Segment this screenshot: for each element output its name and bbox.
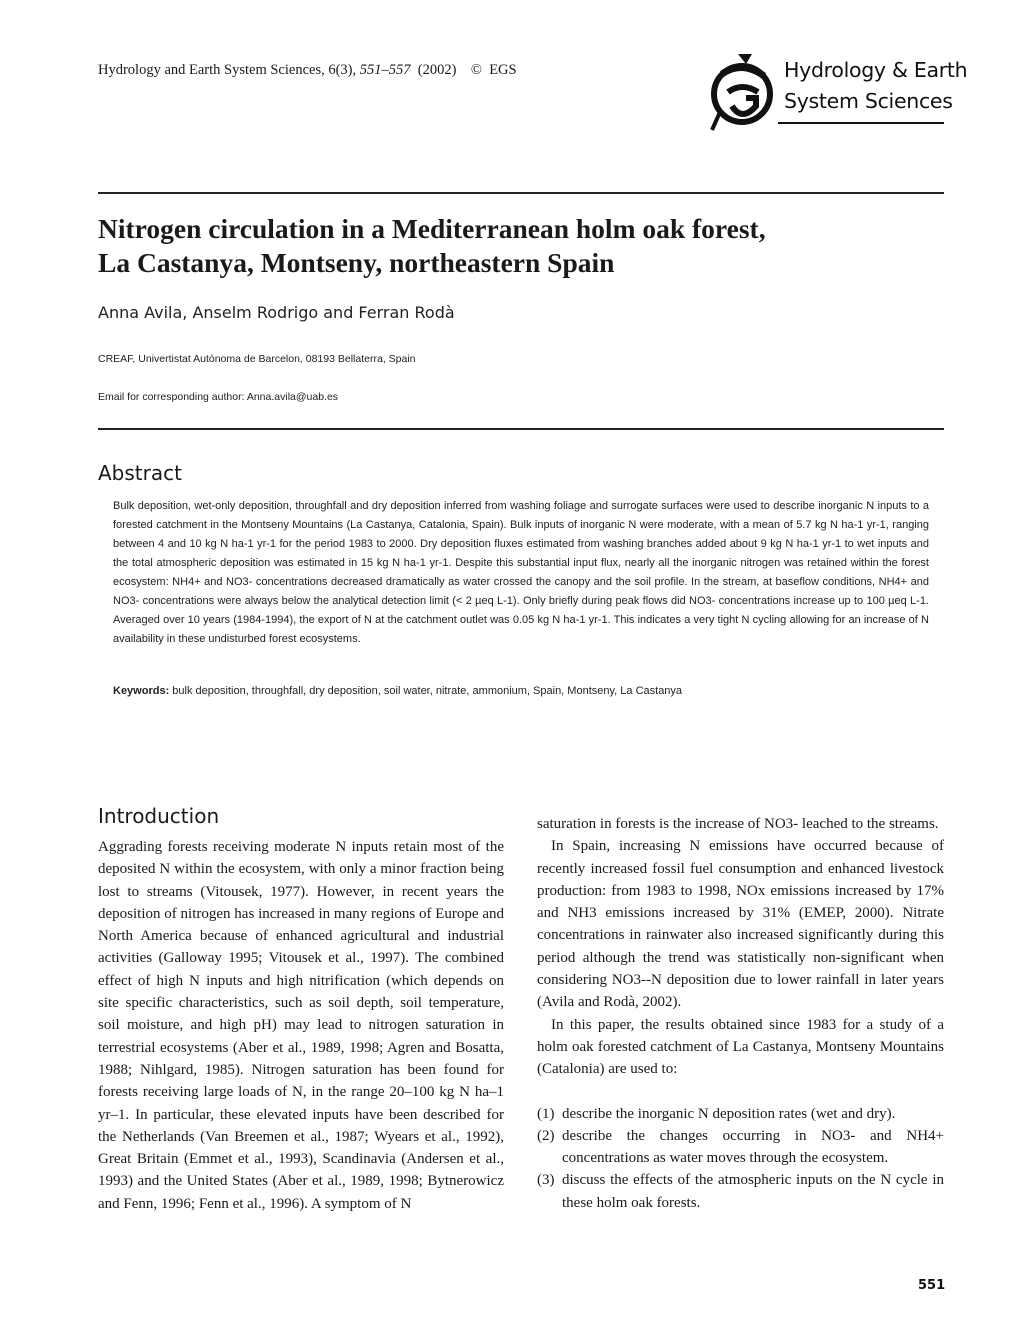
abstract-heading: Abstract (98, 461, 182, 485)
keywords-label: Keywords: (113, 685, 170, 697)
intro-paragraph-3: In this paper, the results obtained since 1983 for a study of a holm oak forested catchment of La Castanya, Montseny Mountains (Catalonia) are used to: (537, 1016, 944, 1078)
logo-line2: System Sciences (784, 89, 953, 113)
logo-line1: Hydrology & Earth (784, 58, 968, 82)
citation-suffix: (2002) © EGS (410, 62, 517, 78)
list-item-number: (1) (537, 1105, 555, 1122)
page-number: 551 (918, 1278, 946, 1293)
keywords (113, 685, 682, 697)
citation-pages: 551–557 (359, 62, 411, 78)
list-item-text: describe the inorganic N deposition rates (wet and dry). (562, 1105, 896, 1122)
logo-underline (778, 122, 944, 124)
top-rule (98, 192, 944, 194)
intro-paragraph-2: In Spain, increasing N emissions have occurred because of recently increased fossil fuel consumption and enhanced livestock production: from 1983 to 1998, NOx emissions increased by 17% and NH3 emissions increased by 31% (EMEP, 2000). Nitrate concentrations in rainwater also increased significantly during this period although the trend was statistically non-significant when considering NO3--N deposition due to lower rainfall in later years (Avila and Rodà, 2002). (537, 838, 944, 1011)
intro-paragraph-continued: saturation in forests is the increase of NO3- leached to the streams. (537, 816, 939, 832)
intro-paragraph-1: Aggrading forests receiving moderate N inputs retain most of the deposited N within the ecosystem, with only a minor fraction being lost to streams (Vitousek, 1977). However, in recent years the deposition of nitrogen has increased in many regions of Europe and North America because of enhanced agricultural and industrial activities (Galloway 1995; Vitousek et al., 1997). The combined effect of high N inputs and high nitrification (which depends on site specific characteristics, such as soil depth, soil temperature, soil moisture, and high pH) may lead to nitrogen saturation in terrestrial ecosystems (Aber et al., 1989, 1998; Agren and Bosatta, 1988; Nihlgard, 1985). Nitrogen saturation has been found for forests receiving large loads of N, in the range 20–100 kg N ha–1 yr–1. In particular, these elevated inputs have been described for the Netherlands (Van Breemen et al., 1987; Wyears et al., 1992), Great Britain (Emmet et al., 1993), Scandinavia (Andersen et al., 1993) and the United States (Aber et al., 1989, 1998; Bytnerowicz and Fenn, 1996; Fenn et al., 1996). A symptom of N (98, 839, 504, 1212)
journal-citation (98, 62, 517, 79)
corresponding-email: Email for corresponding author: Anna.avila@uab.es (98, 391, 339, 403)
abstract-text: Bulk deposition, wet-only deposition, throughfall and dry deposition inferred from washing foliage and surrogate surfaces were used to describe inorganic N inputs to a forested catchment in the Montseny Mountains (La Castanya, Catalonia, Spain). Bulk inputs of inorganic N were moderate, with a mean of 5.7 kg N ha-1 yr-1, ranging between 4 and 10 kg N ha-1 yr-1 for the period 1983 to 2000. Dry deposition fluxes estimated from washing branches added about 9 kg N ha-1 yr-1 to wet inputs and the total atmospheric deposition was estimated in 15 kg N ha-1 yr-1. Despite this substantial input flux, nearly all the inorganic nitrogen was retained within the forest ecosystem: NH4+ and NO3- concentrations decreased dramatically as water crossed the canopy and the soil profile. In the stream, at baseflow conditions, NH4+ and NO3- concentrations were always below the analytical detection limit (< 2 µeq L-1). Only briefly during peak flows did NO3- concentrations increase up to 100 µeq L-1. Averaged over 10 years (1984-1994), the export of N at the catchment outlet was 0.05 kg N ha-1 yr-1. This indicates a very tight N cycling allowing for an increase of N availability in these undisturbed forest ecosystems. (113, 500, 929, 645)
list-item (537, 1125, 944, 1170)
keywords-list: bulk deposition, throughfall, dry deposition, soil water, nitrate, ammonium, Spain, Montseny, La Castanya (169, 685, 683, 697)
title-line-1: Nitrogen circulation in a Mediterranean holm oak forest, (98, 213, 766, 244)
list-item-text: discuss the effects of the atmospheric inputs on the N cycle in these holm oak forests. (562, 1172, 944, 1211)
list-item (537, 1169, 944, 1214)
list-item-number: (3) (537, 1172, 555, 1189)
objectives-list (537, 1103, 944, 1214)
list-item-text: describe the changes occurring in NO3- and NH4+ concentrations as water moves through the ecosystem. (562, 1127, 944, 1167)
list-item-number: (2) (537, 1127, 555, 1144)
right-column (537, 813, 944, 1214)
title-line-2: La Castanya, Montseny, northeastern Spain (98, 247, 615, 278)
introduction-heading: Introduction (98, 804, 220, 828)
left-column (98, 836, 504, 1215)
citation-prefix: Hydrology and Earth System Sciences, 6(3), (98, 62, 360, 78)
list-item (537, 1103, 944, 1125)
affiliation: CREAF, Univertistat Autònoma de Barcelon, 08193 Bellaterra, Spain (98, 353, 416, 365)
abstract-top-rule (98, 428, 944, 430)
hess-globe-icon (708, 52, 778, 132)
authors: Anna Avila, Anselm Rodrigo and Ferran Rodà (98, 303, 455, 322)
journal-logo (708, 52, 968, 134)
paper-title (98, 212, 766, 280)
